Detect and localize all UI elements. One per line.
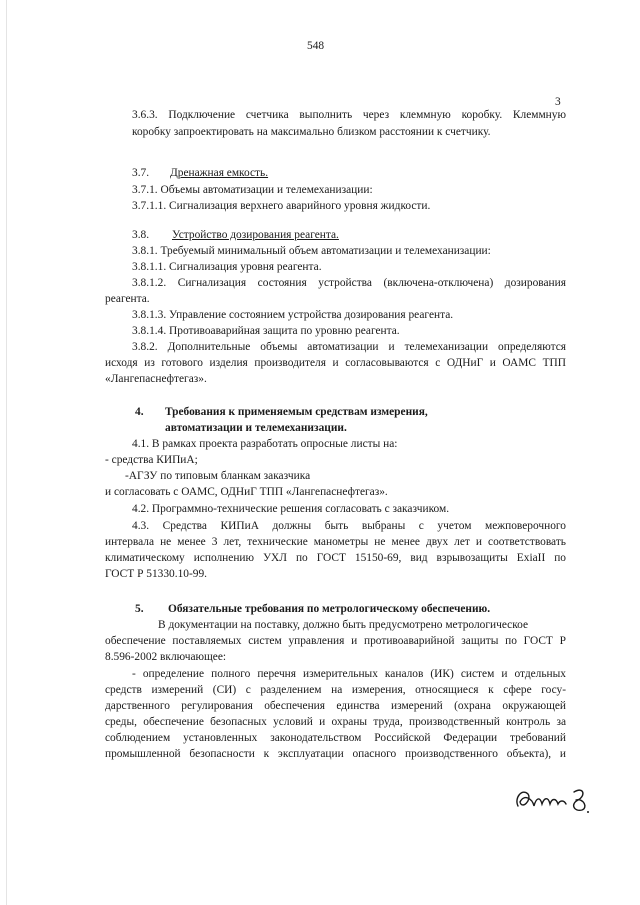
handwritten-signature [512,780,592,820]
text-line: средств измерений (СИ) с разделением на измерения, относящиеся к сфере госу- [105,684,566,696]
text-line: интервала не менее 3 лет, технические манометры не менее двух лет и соответствовать [105,536,566,548]
list-item: -АГЗУ по типовым бланкам заказчика [125,470,311,482]
section-heading: Обязательные требования по метрологическому обеспечению. [168,603,491,615]
text-line: 3.8.1.4. Противоаварийная защита по уровню реагента. [132,325,400,337]
text-line: климатическому исполнению УХЛ по ГОСТ 15150-69, вид взрывозащиты ExiaII по [105,552,566,564]
text-line: соблюдением установленных законодательством Российской Федерации требований [105,732,566,744]
text-line: исходя из готового изделия производителя и согласовываются с ОДНиГ и ОАМС ТПП [105,357,566,369]
text-line: В документации на поставку, должно быть предусмотрено метрологическое [158,619,529,631]
section-heading: Устройство дозирования реагента. [172,229,339,241]
list-item: - средства КИПиА; [105,454,198,466]
text-line: 3.6.3. Подключение счетчика выполнить через клеммную коробку. Клеммную [132,109,566,121]
text-line: и согласовать с ОАМС, ОДНиГ ТПП «Лангепаснефтегаз». [105,486,388,498]
text-line: 3.8.1.2. Сигнализация состояния устройства (включена-отключена) дозирования [132,277,566,289]
text-line: 4.3. Средства КИПиА должны быть выбраны с учетом межповерочного [132,520,566,532]
text-line: дарственного регулирования обеспечения единства измерений (охрана окружающей [105,700,566,712]
section-heading: Дренажная емкость. [170,167,269,179]
text-line: 3.8.2. Дополнительные объемы автоматизации и телемеханизации определяются [132,341,566,353]
scan-edge-line [6,0,7,905]
text-line: 3.7.1.1. Сигнализация верхнего аварийного уровня жидкости. [132,200,431,212]
text-line: 8.596-2002 включающее: [105,651,227,663]
text-line: реагента. [105,293,150,305]
page-number: 548 [307,40,325,52]
text-line: - определение полного перечня измерительных каналов (ИК) систем и отдельных [132,668,566,680]
text-line: 3.8.1. Требуемый минимальный объем автоматизации и телемеханизации: [132,245,491,257]
text-line: 4.2. Программно-технические решения согласовать с заказчиком. [132,503,450,515]
text-line: коробку запроектировать на максимально близком расстоянии к счетчику. [132,126,491,138]
section-number: 3.7. [132,167,150,179]
text-line: «Лангепаснефтегаз». [105,373,207,385]
text-line: 3.8.1.3. Управление состоянием устройства дозирования реагента. [132,309,454,321]
text-line: среды, обеспечение безопасных условий и охраны труда, производственный контроль за [105,716,566,728]
section-heading: Требования к применяемым средствам измерения, [165,406,428,418]
text-line: ГОСТ Р 51330.10-99. [105,568,207,580]
text-line: обеспечение поставляемых систем управления и противоаварийной защиты по ГОСТ Р [105,635,566,647]
sheet-number: 3 [555,96,561,108]
text-line: 3.8.1.1. Сигнализация уровня реагента. [132,261,322,273]
section-heading: автоматизации и телемеханизации. [165,422,347,434]
section-number: 5. [135,603,144,615]
section-number: 4. [135,406,144,418]
text-line: 3.7.1. Объемы автоматизации и телемеханизации: [132,184,373,196]
text-line: 4.1. В рамках проекта разработать опросные листы на: [132,438,398,450]
text-line: промышленной безопасности к эксплуатации опасного производственного объекта), и [105,748,566,760]
section-number: 3.8. [132,229,150,241]
